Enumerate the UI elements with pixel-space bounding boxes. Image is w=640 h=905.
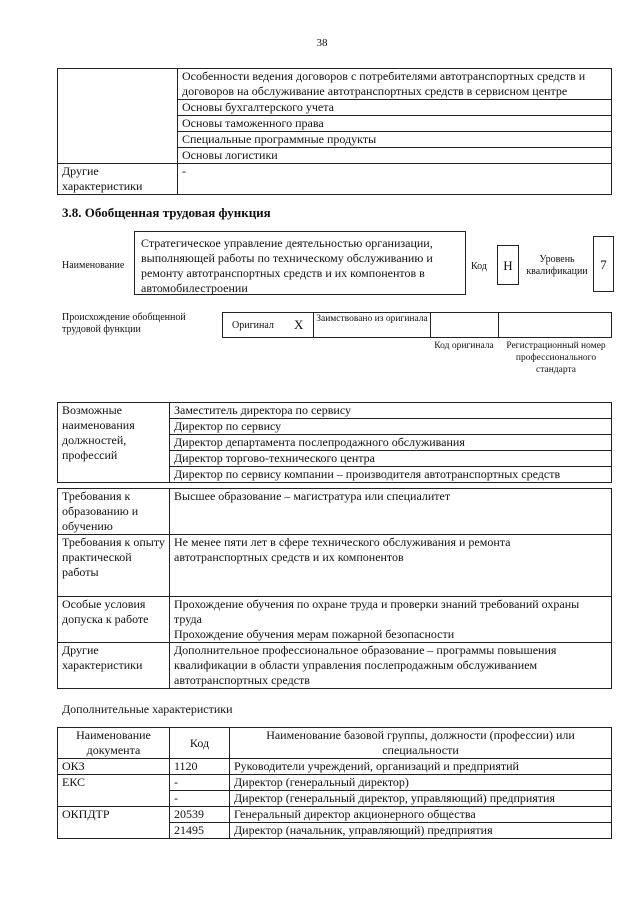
reg-number-label: Регистрационный номер профессионального стандарта [506,341,606,375]
education-value: Высшее образование – магистратура или специалитет [170,489,612,535]
knowledge-item: Особенности ведения договоров с потребителями автотранспортных средств и договоров на обслуживание автотранспортных средств в сервисном центре [178,69,612,100]
original-label: Оригинал [232,320,274,331]
code-cell: - [170,791,230,807]
code-cell: 21495 [170,823,230,839]
function-name-value: Стратегическое управление деятельностью организации, выполняющей работы по техническому обслуживанию и ремонту автотранспортных средств и их компонентов в автомобилестроении [141,236,433,295]
header-code: Код [170,728,230,759]
code-original-label: Код оригинала [434,341,494,351]
origin-divider-1 [313,312,314,338]
level-box [593,236,614,292]
education-label: Требования к образованию и обучению [58,489,170,535]
function-name-box [134,231,466,295]
original-mark: X [294,317,304,332]
position-item: Директор по сервису [170,419,612,435]
header-document: Наименование документа [58,728,170,759]
code-cell: 20539 [170,807,230,823]
requirements-table [57,488,612,689]
other-req-value: Дополнительное профессиональное образование – программы повышения квалификации в области управления послепродажным обслуживанием автотранспортных средств [170,643,612,689]
section-title: 3.8. Обобщенная трудовая функция [62,205,271,220]
other-characteristics-value: - [178,164,612,195]
doc-cell: ЕКС [58,775,170,807]
level-label: Уровень квалификации [526,254,588,277]
positions-table [57,402,612,483]
other-req-label: Другие характеристики [58,643,170,689]
other-characteristics-label: Другие характеристики [58,164,178,195]
admission-value [170,597,612,643]
header-group: Наименование базовой группы, должности (профессии) или специальности [230,728,612,759]
experience-value: Не менее пяти лет в сфере технического обслуживания и ремонта автотранспортных средств и их компонентов [170,535,612,597]
group-cell: Генеральный директор акционерного общества [230,807,612,823]
origin-divider-3 [498,312,499,338]
group-cell: Директор (генеральный директор, управляющий) предприятия [230,791,612,807]
code-cell: 1120 [170,759,230,775]
position-item: Директор торгово-технического центра [170,451,612,467]
knowledge-item: Специальные программные продукты [178,132,612,148]
positions-label: Возможные наименования должностей, профессий [58,403,170,483]
position-item: Директор по сервису компании – производителя автотранспортных средств [170,467,612,483]
admission-line: Прохождение обучения по охране труда и проверки знаний требований охраны труда [174,597,580,626]
origin-label: Происхождение обобщенной трудовой функции [62,312,186,335]
doc-cell: ОКЗ [58,759,170,775]
group-cell: Руководители учреждений, организаций и предприятий [230,759,612,775]
admission-line: Прохождение обучения мерам пожарной безопасности [174,627,455,641]
code-box [497,245,519,285]
name-label: Наименование [62,260,125,271]
code-cell: - [170,775,230,791]
position-item: Заместитель директора по сервису [170,403,612,419]
group-cell: Директор (генеральный директор) [230,775,612,791]
experience-label: Требования к опыту практической работы [58,535,170,597]
code-label: Код [471,261,487,272]
page-number: 38 [316,37,328,49]
knowledge-item: Основы логистики [178,148,612,164]
knowledge-table [57,68,612,195]
origin-divider-2 [430,312,431,338]
position-item: Директор департамента послепродажного обслуживания [170,435,612,451]
code-value: H [503,258,513,273]
knowledge-empty-cell [58,69,178,164]
doc-cell: ОКПДТР [58,807,170,839]
group-cell: Директор (начальник, управляющий) предприятия [230,823,612,839]
borrowed-label: Заимствовано из оригинала [316,314,428,324]
additional-table [57,727,612,839]
level-value: 7 [600,257,607,272]
additional-title: Дополнительные характеристики [62,702,233,716]
admission-label: Особые условия допуска к работе [58,597,170,643]
knowledge-item: Основы таможенного права [178,116,612,132]
knowledge-item: Основы бухгалтерского учета [178,100,612,116]
